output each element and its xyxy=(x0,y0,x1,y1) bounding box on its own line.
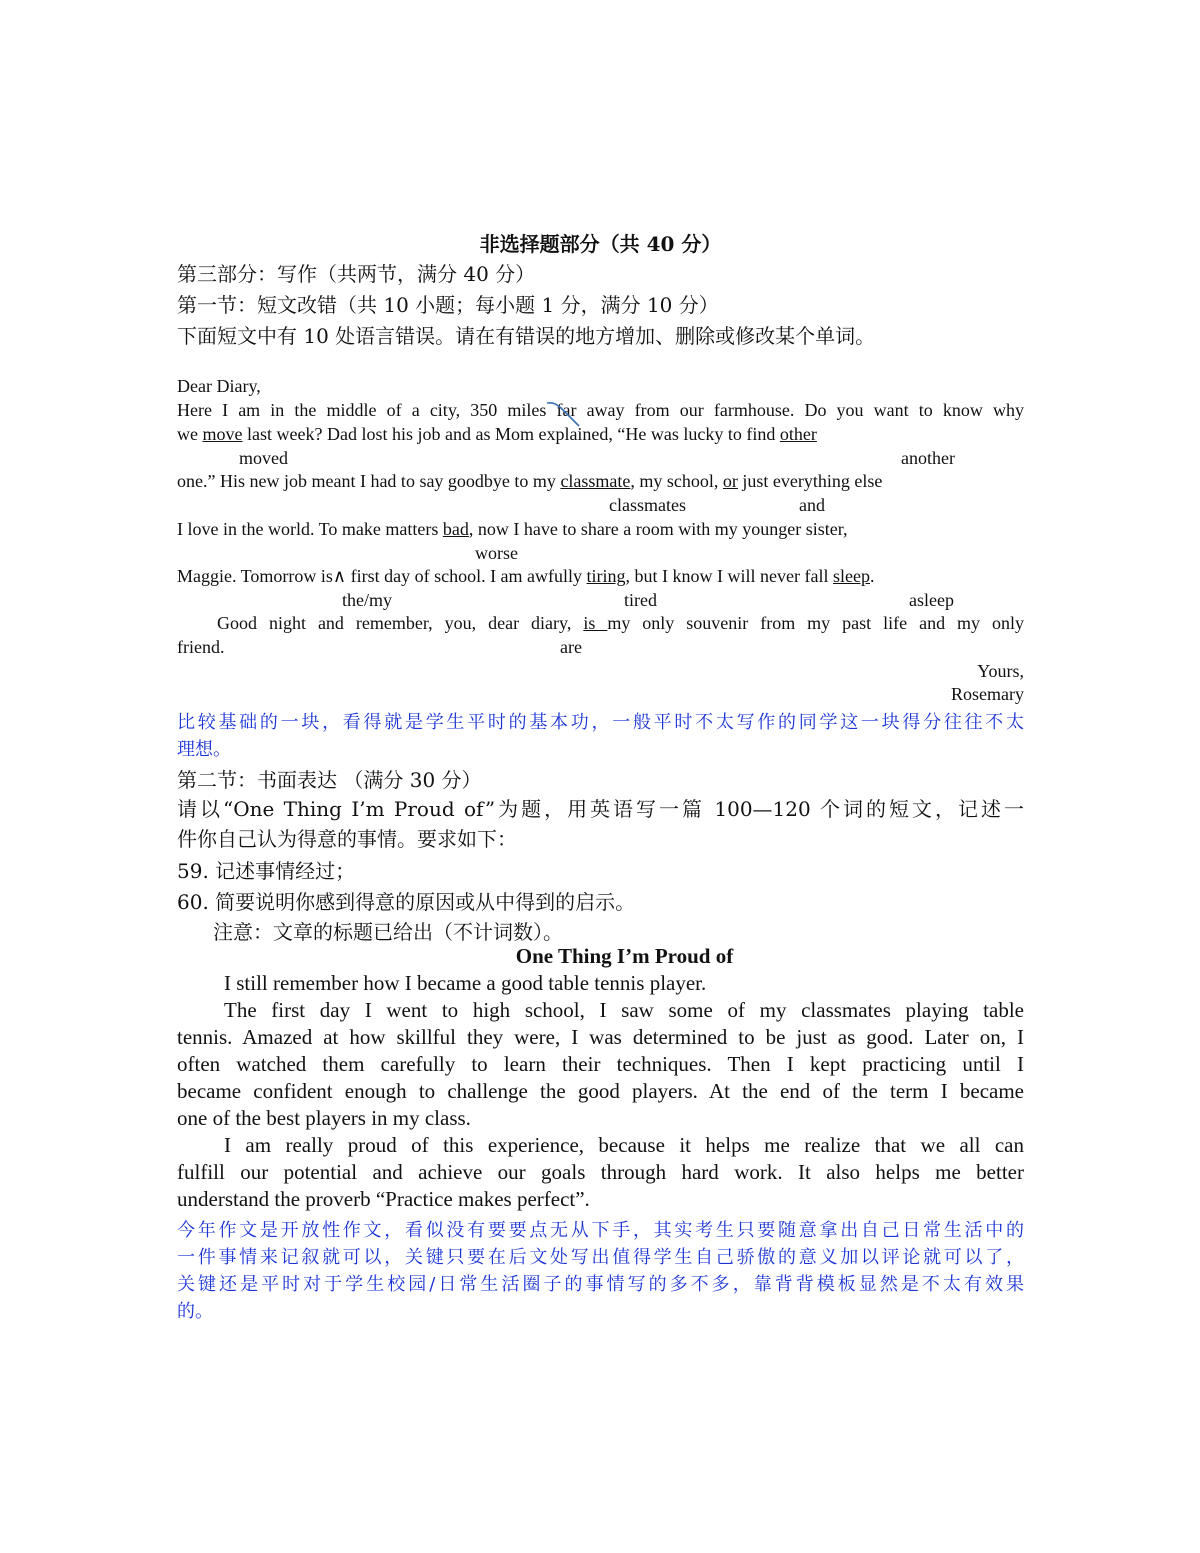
sec2-title: 第二节：书面表达 （满分 30 分） xyxy=(177,768,482,792)
note: 注意：文章的标题已给出（不计词数）。 xyxy=(213,920,563,944)
error-word: tiring xyxy=(586,566,626,586)
error-word: move xyxy=(202,424,243,444)
essay-p2-line: became confident enough to challenge the good players. At the end of the term I became xyxy=(177,1079,1024,1103)
part-title: 第三部分：写作（共两节，满分 40 分） xyxy=(177,262,536,286)
correction: tired xyxy=(624,590,657,610)
sec1-instruction: 下面短文中有 10 处语言错误。请在有错误的地方增加、删除或修改某个单词。 xyxy=(177,324,876,348)
passage-line-5 xyxy=(177,566,1024,587)
essay-p1: I still remember how I became a good table tennis player. xyxy=(224,971,707,995)
essay-p3-line: I am really proud of this experience, because it helps me realize that we all can xyxy=(224,1133,1024,1157)
text: Good night and remember, you, dear diary, xyxy=(217,613,584,633)
comment-line: 今年作文是开放性作文，看似没有要要点无从下手，其实考生只要随意拿出自己日常生活中的 xyxy=(177,1220,1024,1241)
essay-p3-line: understand the proverb “Practice makes perfect”. xyxy=(177,1187,590,1211)
correction: the/my xyxy=(342,590,392,610)
sec2-prompt-line-1: 请以“One Thing I’m Proud of”为题，用英语写一篇 100—120 个词的短文，记述一 xyxy=(177,797,1024,821)
passage-line-4 xyxy=(177,519,1024,540)
text: my only souvenir from my past life and my only xyxy=(607,613,1025,633)
section-title: 非选择题部分（共 40 分） xyxy=(479,232,722,256)
sec2-prompt-line-2: 件你自己认为得意的事情。要求如下： xyxy=(177,827,517,851)
essay-p2-line: one of the best players in my class. xyxy=(177,1106,471,1130)
essay-title: One Thing I’m Proud of xyxy=(515,944,734,968)
text: last week? Dad lost his job and as Mom explained, “He was lucky to find xyxy=(242,424,780,444)
error-word: sleep xyxy=(833,566,870,586)
text: Maggie. Tomorrow is xyxy=(177,566,333,586)
passage-line-3 xyxy=(177,471,1024,492)
text: we xyxy=(177,424,203,444)
correction: another xyxy=(901,448,955,468)
error-word: bad xyxy=(442,519,469,539)
error-word: is xyxy=(583,613,608,633)
text: , my school, xyxy=(630,471,723,491)
passage-line-2 xyxy=(177,424,1024,445)
essay-p2-line: The first day I went to high school, I saw some of my classmates playing table xyxy=(224,998,1024,1022)
essay-p2-line: often watched them carefully to learn their techniques. Then I kept practicing until I xyxy=(177,1052,1024,1076)
text: just everything else xyxy=(737,471,883,491)
requirement-1: 59. 记述事情经过； xyxy=(177,859,356,883)
error-word: classmate xyxy=(560,471,631,491)
text: first day of school. I am awfully xyxy=(346,566,587,586)
correction: asleep xyxy=(909,590,954,610)
teacher-comment-1: 比较基础的一块，看得就是学生平时的基本功，一般平时不太写作的同学这一块得分往往不太 xyxy=(177,712,1024,733)
teacher-comment-1-end: 理想。 xyxy=(177,739,231,760)
greeting: Dear Diary, xyxy=(177,376,261,396)
comment-line: 的。 xyxy=(177,1301,213,1322)
essay-p2-line: tennis. Amazed at how skillful they were, I was determined to be just as good. Later on, I xyxy=(177,1025,1024,1049)
correction: are xyxy=(560,637,582,657)
closing: Yours, xyxy=(977,661,1024,681)
insert-caret: ∧ xyxy=(332,566,347,586)
correction: moved xyxy=(239,448,288,468)
passage-line-7: friend. xyxy=(177,637,225,657)
text: one.” His new job meant I had to say goodbye to my xyxy=(177,471,561,491)
text: , now I have to share a room with my younger sister, xyxy=(468,519,848,539)
text: I love in the world. To make matters xyxy=(177,519,443,539)
passage-line-6 xyxy=(217,613,1024,634)
sec1-title: 第一节：短文改错（共 10 小题；每小题 1 分，满分 10 分） xyxy=(177,293,719,317)
delete-mark xyxy=(545,398,587,434)
comment-line: 一件事情来记叙就可以，关键只要在后文处写出值得学生自己骄傲的意义加以评论就可以了， xyxy=(177,1247,1024,1268)
correction: classmates xyxy=(609,495,686,515)
correction: worse xyxy=(475,543,518,563)
text: , but I know I will never fall xyxy=(625,566,833,586)
text: . xyxy=(869,566,875,586)
requirement-2: 60. 简要说明你感到得意的原因或从中得到的启示。 xyxy=(177,890,636,914)
error-word: other xyxy=(779,424,817,444)
correction: and xyxy=(799,495,825,515)
error-word: or xyxy=(722,471,738,491)
signature: Rosemary xyxy=(951,684,1024,704)
essay-p3-line: fulfill our potential and achieve our goals through hard work. It also helps me better xyxy=(177,1160,1024,1184)
comment-line: 关键还是平时对于学生校园/日常生活圈子的事情写的多不多，靠背背模板显然是不太有效果 xyxy=(177,1274,1024,1295)
passage-line-1: Here I am in the middle of a city, 350 miles far away from our farmhouse. Do you want to know why xyxy=(177,400,1024,420)
